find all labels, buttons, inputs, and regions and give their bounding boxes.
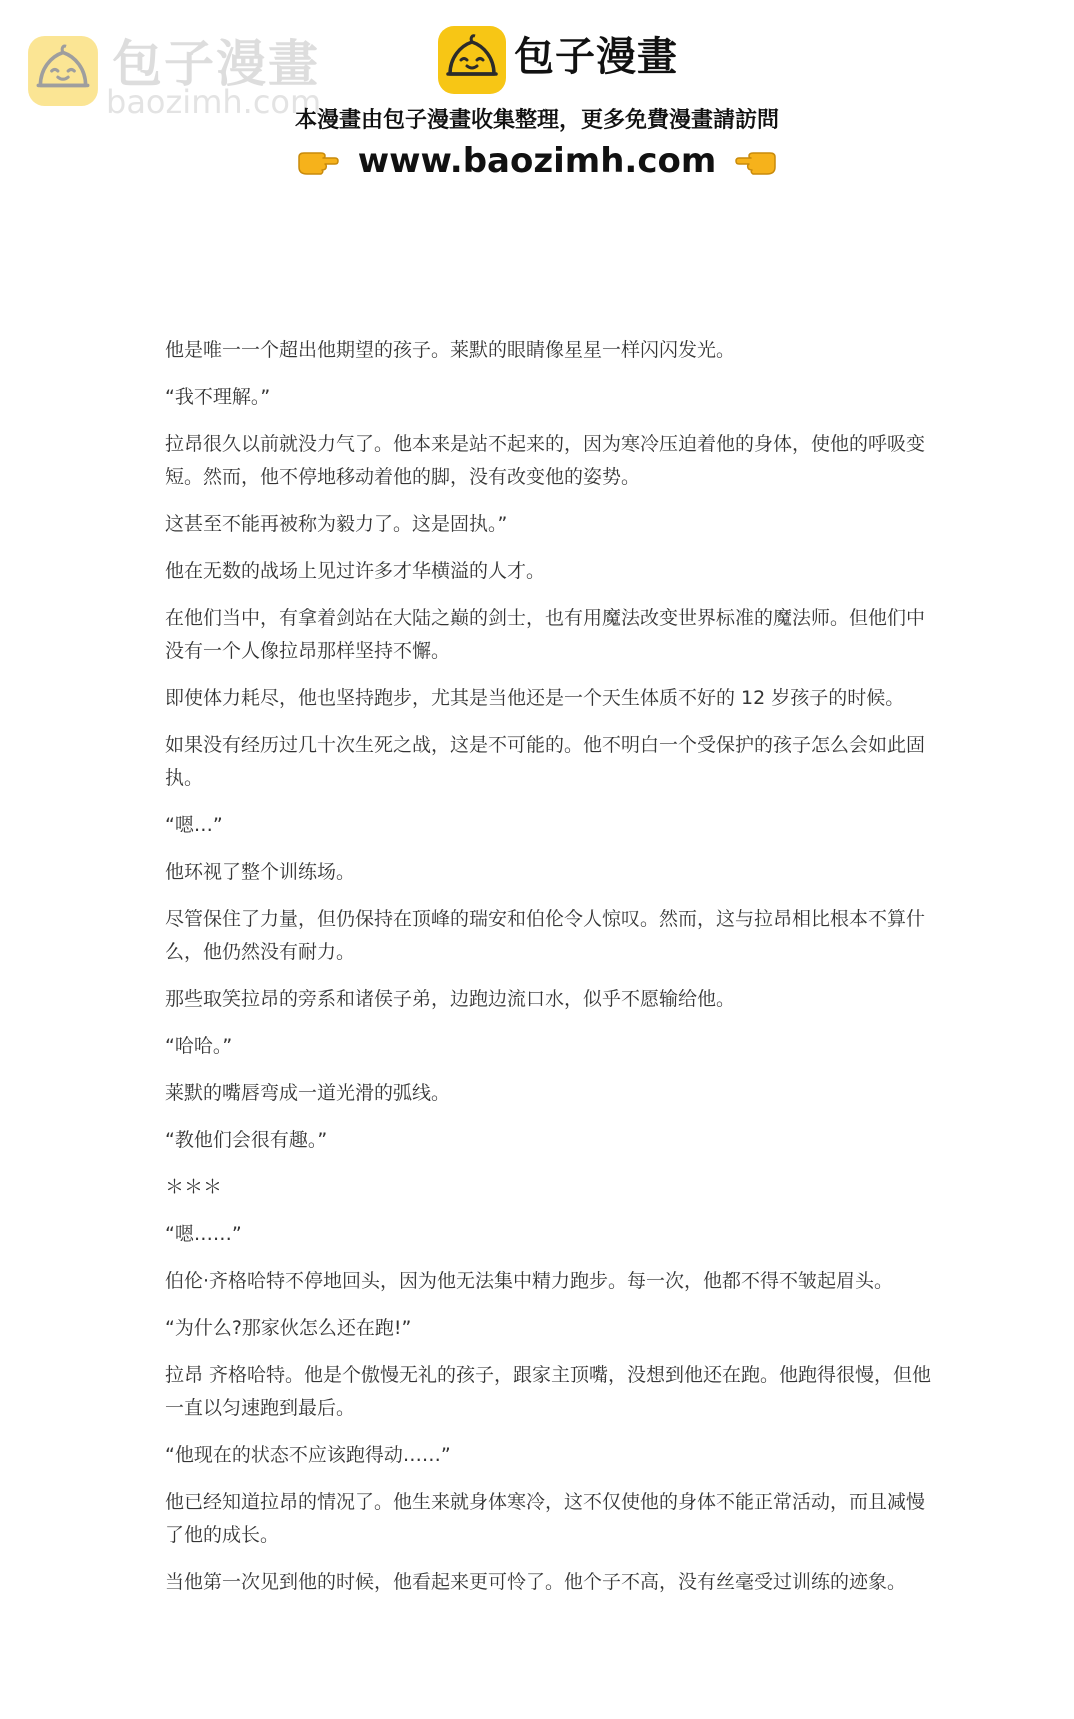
paragraph: 即使体力耗尽，他也坚持跑步，尤其是当他还是一个天生体质不好的 12 岁孩子的时候。 xyxy=(165,687,905,709)
paragraph: “嗯……” xyxy=(165,1223,242,1245)
paragraph: 尽管保住了力量，但仍保持在顶峰的瑞安和伯伦令人惊叹。然而，这与拉昂相比根本不算什么，他仍然没有耐力。 xyxy=(165,908,926,963)
paragraph: 他环视了整个训练场。 xyxy=(165,861,356,883)
paragraph: 拉昂 齐格哈特。他是个傲慢无礼的孩子，跟家主顶嘴，没想到他还在跑。他跑得很慢，但他一直以匀速跑到最后。 xyxy=(165,1364,932,1419)
site-url-link[interactable]: www.baozimh.com xyxy=(357,140,717,181)
watermark xyxy=(26,34,326,121)
paragraph: 他是唯一一个超出他期望的孩子。莱默的眼睛像星星一样闪闪发光。 xyxy=(165,339,736,361)
paragraph: “他现在的状态不应该跑得动……” xyxy=(165,1444,451,1466)
story-text xyxy=(165,334,935,1613)
paragraph: 他在无数的战场上见过许多才华横溢的人才。 xyxy=(165,560,546,582)
paragraph: 这甚至不能再被称为毅力了。这是固执。” xyxy=(165,513,508,535)
baozi-logo-icon xyxy=(436,24,508,96)
watermark-title: 包子漫畫 xyxy=(112,35,320,93)
paragraph: 莱默的嘴唇弯成一道光滑的弧线。 xyxy=(165,1082,451,1104)
site-url-row xyxy=(0,138,1074,183)
pointing-right-hand-icon xyxy=(295,145,339,177)
baozi-logo-icon xyxy=(26,34,100,108)
paragraph: 拉昂很久以前就没力气了。他本来是站不起来的，因为寒冷压迫着他的身体，使他的呼吸变短。然而，他不停地移动着他的脚，没有改变他的姿势。 xyxy=(165,433,926,488)
paragraph: 他已经知道拉昂的情况了。他生来就身体寒冷，这不仅使他的身体不能正常活动，而且减慢了他的成长。 xyxy=(165,1491,926,1546)
paragraph: 如果没有经历过几十次生死之战，这是不可能的。他不明白一个受保护的孩子怎么会如此固执。 xyxy=(165,734,926,789)
site-tagline: 本漫畫由包子漫畫收集整理，更多免費漫畫請訪問 xyxy=(294,108,779,133)
scene-break: ＊＊＊ xyxy=(165,1176,223,1198)
pointing-left-hand-icon xyxy=(735,145,779,177)
paragraph: 那些取笑拉昂的旁系和诸侯子弟，边跑边流口水，似乎不愿输给他。 xyxy=(165,988,736,1010)
watermark-url: baozimh.com xyxy=(106,83,322,121)
paragraph: “为什么?那家伙怎么还在跑!” xyxy=(165,1317,412,1339)
site-title: 包子漫畫 xyxy=(514,34,678,80)
paragraph: “教他们会很有趣。” xyxy=(165,1129,328,1151)
paragraph: 伯伦·齐格哈特不停地回头，因为他无法集中精力跑步。每一次，他都不得不皱起眉头。 xyxy=(165,1270,894,1292)
paragraph: “我不理解。” xyxy=(165,386,271,408)
paragraph: “嗯…” xyxy=(165,814,223,836)
paragraph: 当他第一次见到他的时候，他看起来更可怜了。他个子不高，没有丝毫受过训练的迹象。 xyxy=(165,1571,907,1593)
paragraph: 在他们当中，有拿着剑站在大陆之巅的剑士，也有用魔法改变世界标准的魔法师。但他们中没有一个人像拉昂那样坚持不懈。 xyxy=(165,607,926,662)
paragraph: “哈哈。” xyxy=(165,1035,233,1057)
